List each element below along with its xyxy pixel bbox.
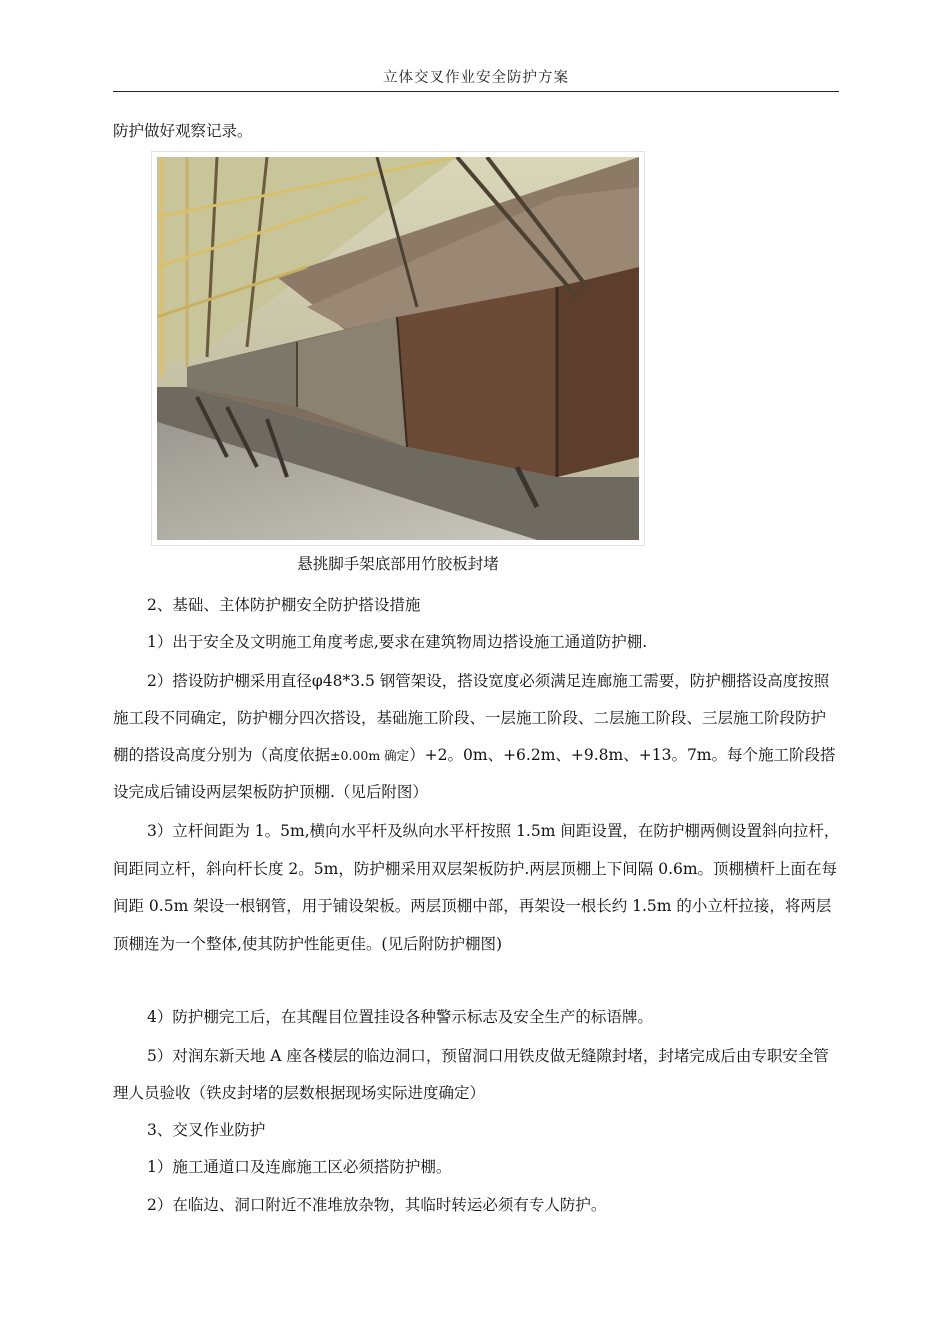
item-2-text-b: ）+2。0m、+6.2m、+9.8m、+13。7m。每个施工阶段搭设完成后铺设两层架板防护顶棚.（见后附图） [113,746,836,801]
scaffold-photo-illustration [157,157,639,540]
section-2-item-4: 4）防护棚完工后，在其醒目位置挂设各种警示标志及安全生产的标语牌。 [147,1008,653,1026]
item-2-text-a: 2）搭设防护棚采用直径φ48*3.5 钢管架设，搭设宽度必须满足连廊施工需要，防护棚搭设高度按照施工段不同确定，防护棚分四次搭设，基础施工阶段、一层施工阶段、二层施工阶段、三层施工阶段防护棚的搭设高度分别为（高度依据 [113,672,830,764]
page-header-title: 立体交叉作业安全防护方案 [383,70,569,86]
item-2-small-text: ±0.00m 确定 [330,748,410,763]
intro-text: 防护做好观察记录。 [113,122,253,140]
section-2-item-5: 5）对润东新天地 A 座各楼层的临边洞口，预留洞口用铁皮做无缝隙封堵，封堵完成后由专职安全管理人员验收（铁皮封堵的层数根据现场实际进度确定） [113,1047,829,1102]
section-2-item-2 [113,663,841,811]
section-2-heading: 2、基础、主体防护棚安全防护搭设措施 [147,596,421,614]
section-3-heading: 3、交叉作业防护 [147,1121,266,1139]
section-3-item-1: 1）施工通道口及连廊施工区必须搭防护棚。 [147,1158,452,1176]
header-divider [113,91,839,92]
section-2-item-3: 3）立杆间距为 1。5m,横向水平杆及纵向水平杆按照 1.5m 间距设置，在防护棚两侧设置斜向拉杆，间距同立杆，斜向杆长度 2。5m，防护棚采用双层架板防护.两层顶棚上下间隔 0.6m。顶棚横杆上面在每间距 0.5m 架设一根钢管，用于铺设架板。两层顶棚中部，再架设一根长约 1.5m 的小立杆拉接，将两层顶棚连为一个整体,使其防护性能更佳。(见后附防护棚图) [113,822,840,953]
section-3-item-2: 2）在临边、洞口附近不准堆放杂物，其临时转运必须有专人防护。 [147,1196,607,1214]
scaffold-photo [151,151,645,546]
section-2-item-1: 1）出于安全及文明施工角度考虑,要求在建筑物周边搭设施工通道防护棚. [147,633,648,651]
figure-caption: 悬挑脚手架底部用竹胶板封堵 [297,555,499,573]
